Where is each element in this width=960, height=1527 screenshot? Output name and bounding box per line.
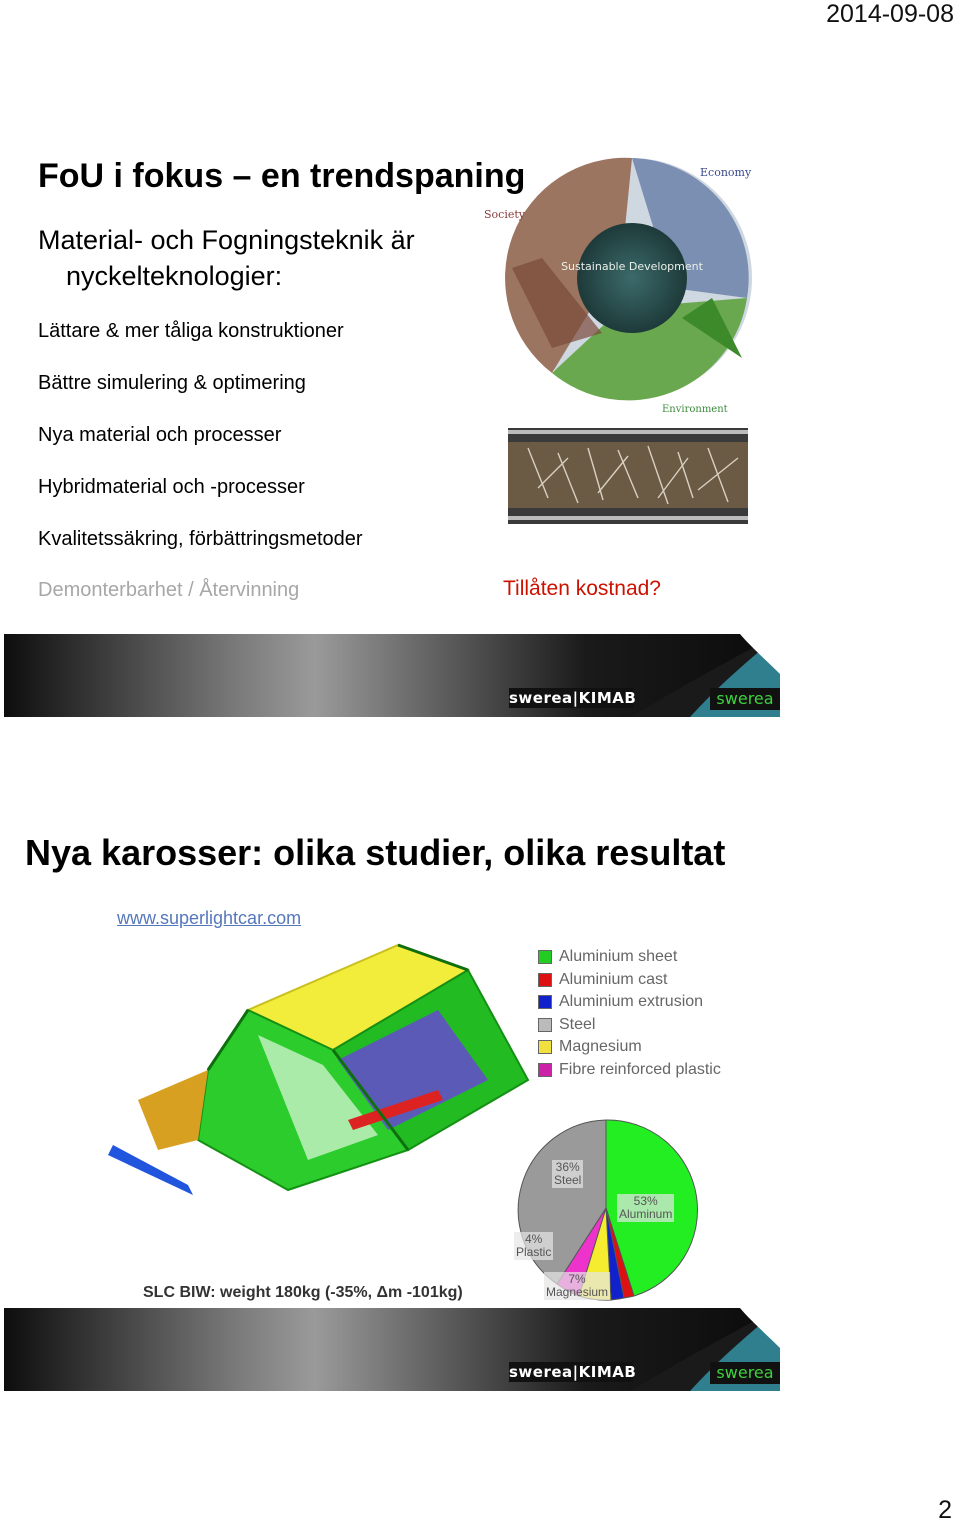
- legend-label: Steel: [559, 1015, 596, 1033]
- slide2-title: Nya karosser: olika studier, olika resultat: [25, 832, 726, 873]
- sustainability-center-label: Sustainable Development: [561, 260, 703, 273]
- legend-item: [538, 969, 721, 992]
- legend-swatch: [538, 1040, 552, 1054]
- legend-label: Magnesium: [559, 1038, 642, 1056]
- legend-item: [538, 1059, 721, 1082]
- pie-label-magnesium: 7% Magnesium: [546, 1272, 609, 1299]
- legend-swatch: [538, 995, 552, 1009]
- bullet-item: Nya material och processer: [38, 424, 282, 446]
- slide1-subtitle-line2: nyckelteknologier:: [66, 261, 283, 291]
- slide1-subtitle: [38, 222, 478, 294]
- swerea-logo: swerea: [710, 688, 780, 710]
- cost-question: Tillåten kostnad?: [503, 577, 661, 600]
- environment-label: Environment: [662, 404, 728, 415]
- bullet-item: Kvalitetssäkring, förbättringsmetoder: [38, 528, 363, 550]
- economy-label: Economy: [700, 166, 752, 179]
- bullet-item-greyed: Demonterbarhet / Återvinning: [38, 579, 300, 601]
- legend-swatch: [538, 950, 552, 964]
- slide1-footer: [4, 634, 780, 717]
- pie-label-steel: 36% Steel: [554, 1160, 582, 1187]
- legend-label: Fibre reinforced plastic: [559, 1060, 721, 1078]
- superlightcar-link[interactable]: www.superlightcar.com: [117, 908, 302, 928]
- bullet-item: Hybridmaterial och -processer: [38, 476, 305, 498]
- legend-swatch: [538, 973, 552, 987]
- legend-label: Aluminium extrusion: [559, 993, 704, 1011]
- slide1-subtitle-line1: Material- och Fogningsteknik är: [38, 225, 415, 255]
- pie-label-aluminum: 53% Aluminum: [619, 1194, 673, 1221]
- material-legend: [538, 946, 721, 1081]
- pie-label-plastic: 4% Plastic: [516, 1232, 552, 1259]
- slc-caption: SLC BIW: weight 180kg (-35%, Δm -101kg): [143, 1284, 463, 1301]
- slide2-footer: [4, 1308, 780, 1391]
- legend-item: [538, 946, 721, 969]
- page-number: 2: [938, 1496, 952, 1524]
- legend-label: Aluminium cast: [559, 970, 668, 988]
- slide1-title: FoU i fokus – en trendspaning: [38, 157, 526, 195]
- bullet-item: Bättre simulering & optimering: [38, 372, 306, 394]
- sustainability-diagram-image: [472, 148, 762, 418]
- swerea-kimab-logo: swerea|KIMAB: [509, 1363, 637, 1381]
- bullet-item: Lättare & mer tåliga konstruktioner: [38, 320, 344, 342]
- legend-item: [538, 1014, 721, 1037]
- page-date: 2014-09-08: [826, 0, 954, 28]
- car-body-image: [108, 940, 548, 1210]
- legend-swatch: [538, 1063, 552, 1077]
- legend-item: [538, 991, 721, 1014]
- legend-label: Aluminium sheet: [559, 948, 678, 966]
- swerea-logo: swerea: [710, 1362, 780, 1384]
- swerea-kimab-logo: swerea|KIMAB: [509, 689, 637, 707]
- legend-item: [538, 1036, 721, 1059]
- society-label: Society: [484, 208, 525, 221]
- composite-material-image: [508, 428, 748, 524]
- legend-swatch: [538, 1018, 552, 1032]
